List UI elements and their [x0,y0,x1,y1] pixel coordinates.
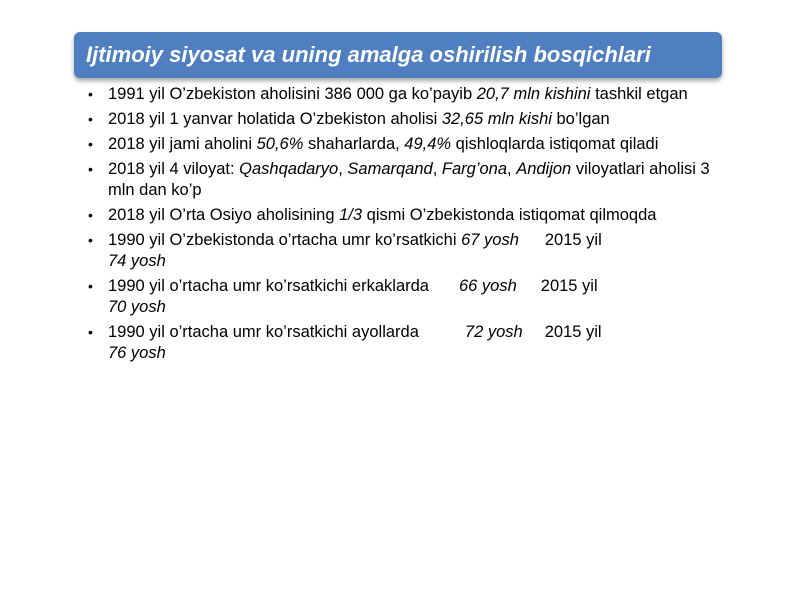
bullet-text: 1991 yil O’zbekiston aholisini 386 000 ga ko’payib 20,7 mln kishini tashkil etgan [108,85,688,103]
bullet-text: 1990 yil O’zbekistonda o’rtacha umr ko’rsatkichi 67 yosh 2015 yil 74 yosh [108,231,602,270]
bullet-list [88,84,718,368]
bullet-icon: • [88,136,93,152]
bullet-text: 2018 yil 1 yanvar holatida O’zbekiston aholisi 32,65 mln kishi bo’lgan [108,110,610,128]
list-item [88,134,718,155]
bullet-text: 1990 yil o’rtacha umr ko’rsatkichi ayollarda 72 yosh 2015 yil 76 yosh [108,323,602,362]
title-banner [74,32,722,78]
bullet-text: 2018 yil 4 viloyat: Qashqadaryo, Samarqand, Farg’ona, Andijon viloyatlari aholisi 3 mln dan ko’p [108,160,710,199]
bullet-icon: • [88,86,93,102]
bullet-icon: • [88,324,93,340]
bullet-icon: • [88,161,93,177]
slide-title: Ijtimoiy siyosat va uning amalga oshirilish bosqichlari [86,42,651,67]
list-item [88,205,718,226]
bullet-icon: • [88,111,93,127]
list-item [88,322,718,364]
list-item [88,276,718,318]
list-item [88,109,718,130]
list-item [88,230,718,272]
bullet-text: 1990 yil o’rtacha umr ko’rsatkichi erkaklarda 66 yosh 2015 yil 70 yosh [108,277,598,316]
bullet-icon: • [88,278,93,294]
list-item [88,159,718,201]
list-item [88,84,718,105]
bullet-text: 2018 yil O’rta Osiyo aholisining 1/3 qismi O’zbekistonda istiqomat qilmoqda [108,206,657,224]
bullet-icon: • [88,232,93,248]
bullet-icon: • [88,207,93,223]
bullet-text: 2018 yil jami aholini 50,6% shaharlarda, 49,4% qishloqlarda istiqomat qiladi [108,135,659,153]
